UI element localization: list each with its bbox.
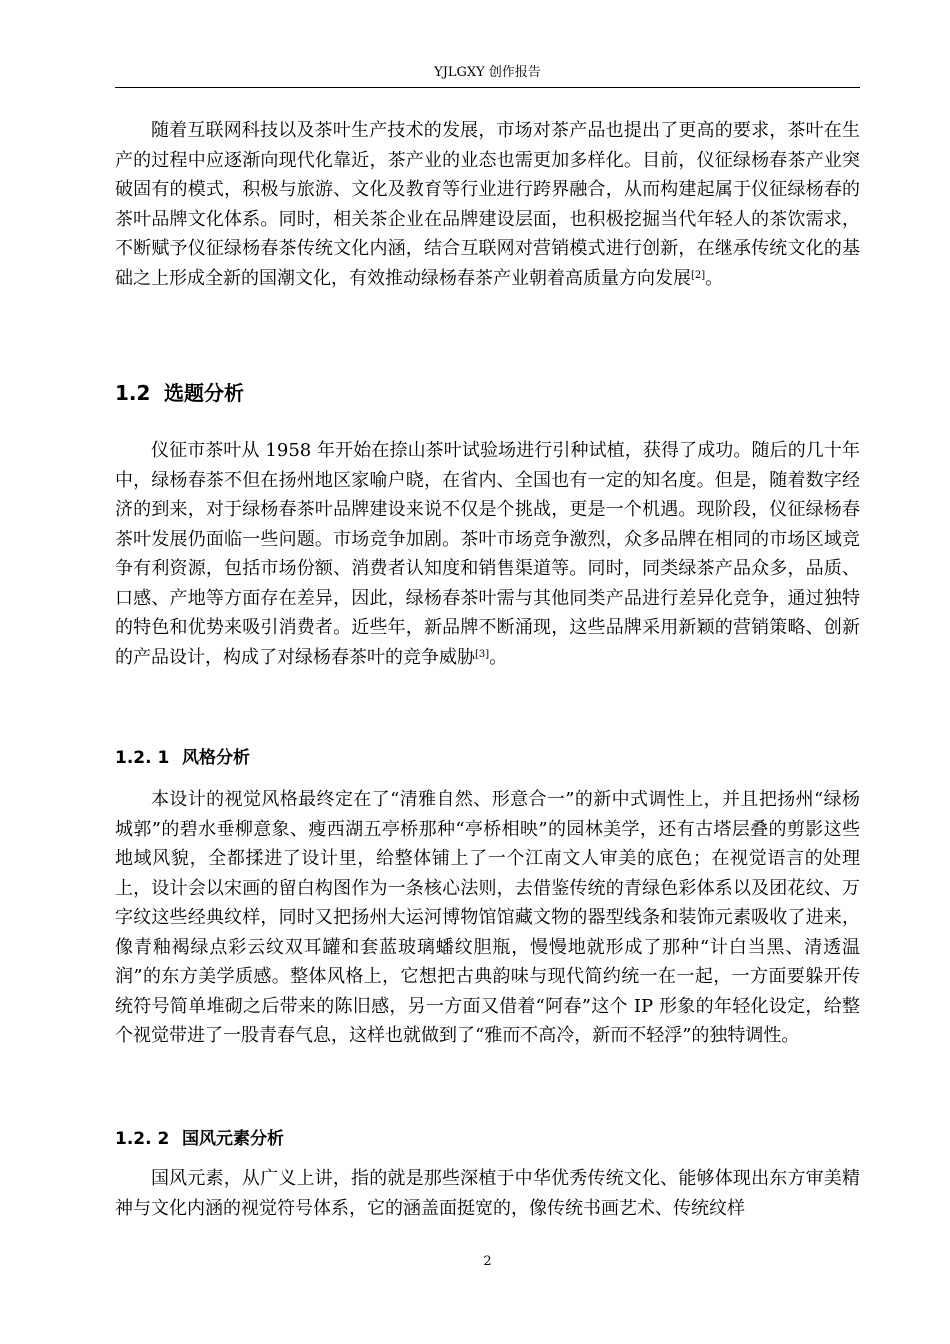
intro-paragraph-end: 。 [705, 267, 724, 289]
subsection-heading-1-2-2 [115, 1127, 284, 1151]
style-analysis-paragraph [115, 785, 860, 1051]
subsection-title: 风格分析 [182, 748, 250, 768]
header-divider [115, 87, 860, 88]
subsection-heading-1-2-1 [115, 746, 250, 770]
subsection-number: 1.2. 1 [115, 748, 170, 768]
intro-paragraph [115, 116, 860, 293]
page-number: 2 [483, 1254, 492, 1269]
running-header: YJLGXY 创作报告 [434, 65, 541, 80]
topic-analysis-paragraph [115, 436, 860, 672]
guofeng-paragraph [115, 1164, 860, 1223]
topic-analysis-text: 仪征市茶叶从 1958 年开始在捺山茶叶试验场进行引种试植，获得了成功。随后的几十年中，绿杨春茶不但在扬州地区家喻户晓，在省内、全国也有一定的知名度。但是，随着数字经济的到来，对于绿杨春茶叶品牌建设来说不仅是个挑战，更是一个机遇。现阶段，仪征绿杨春茶叶发展仍面临一些问题。市场竞争加剧。茶叶市场竞争激烈，众多品牌在相同的市场区域竞争有利资源，包括市场份额、消费者认知度和销售渠道等。同时，同类绿茶产品众多，品质、口感、产地等方面存在差异，因此，绿杨春茶叶需与其他同类产品进行差异化竞争，通过独特的特色和优势来吸引消费者。近些年，新品牌不断涌现，这些品牌采用新颖的营销策略、创新的产品设计，构成了对绿杨春茶叶的竞争威胁 [115, 440, 860, 668]
citation-ref-3: [3] [475, 648, 490, 660]
citation-ref-2: [2] [691, 269, 706, 281]
subsection-number: 1.2. 2 [115, 1129, 170, 1149]
section-title: 选题分析 [164, 381, 244, 405]
topic-analysis-end: 。 [489, 646, 508, 668]
section-heading-1-2 [115, 379, 244, 407]
subsection-title: 国风元素分析 [182, 1129, 284, 1149]
intro-paragraph-text: 随着互联网科技以及茶叶生产技术的发展，市场对茶产品也提出了更高的要求，茶叶在生产的过程中应逐渐向现代化靠近，茶产业的业态也需更加多样化。目前，仪征绿杨春茶产业突破固有的模式，积极与旅游、文化及教育等行业进行跨界融合，从而构建起属于仪征绿杨春的茶叶品牌文化体系。同时，相关茶企业在品牌建设层面，也积极挖掘当代年轻人的茶饮需求，不断赋予仪征绿杨春茶传统文化内涵，结合互联网对营销模式进行创新，在继承传统文化的基础之上形成全新的国潮文化，有效推动绿杨春茶产业朝着高质量方向发展 [115, 120, 860, 289]
section-number: 1.2 [115, 381, 151, 405]
guofeng-text: 国风元素，从广义上讲，指的就是那些深植于中华优秀传统文化、能够体现出东方审美精神与文化内涵的视觉符号体系，它的涵盖面挺宽的，像传统书画艺术、传统纹样 [115, 1168, 860, 1219]
style-analysis-text: 本设计的视觉风格最终定在了“清雅自然、形意合一”的新中式调性上，并且把扬州“绿杨城郭”的碧水垂柳意象、瘦西湖五亭桥那种“亭桥相映”的园林美学，还有古塔层叠的剪影这些地域风貌，全都揉进了设计里，给整体铺上了一个江南文人审美的底色；在视觉语言的处理上，设计会以宋画的留白构图作为一条核心法则，去借鉴传统的青绿色彩体系以及团花纹、万字纹这些经典纹样，同时又把扬州大运河博物馆馆藏文物的器型线条和装饰元素吸收了进来，像青釉褐绿点彩云纹双耳罐和套蓝玻璃蟠纹胆瓶，慢慢地就形成了那种“计白当黑、清透温润”的东方美学质感。整体风格上，它想把古典韵味与现代简约统一在一起，一方面要躲开传统符号简单堆砌之后带来的陈旧感，另一方面又借着“阿春”这个 IP 形象的年轻化设定，给整个视觉带进了一股青春气息，这样也就做到了“雅而不高冷，新而不轻浮”的独特调性。 [115, 789, 860, 1046]
